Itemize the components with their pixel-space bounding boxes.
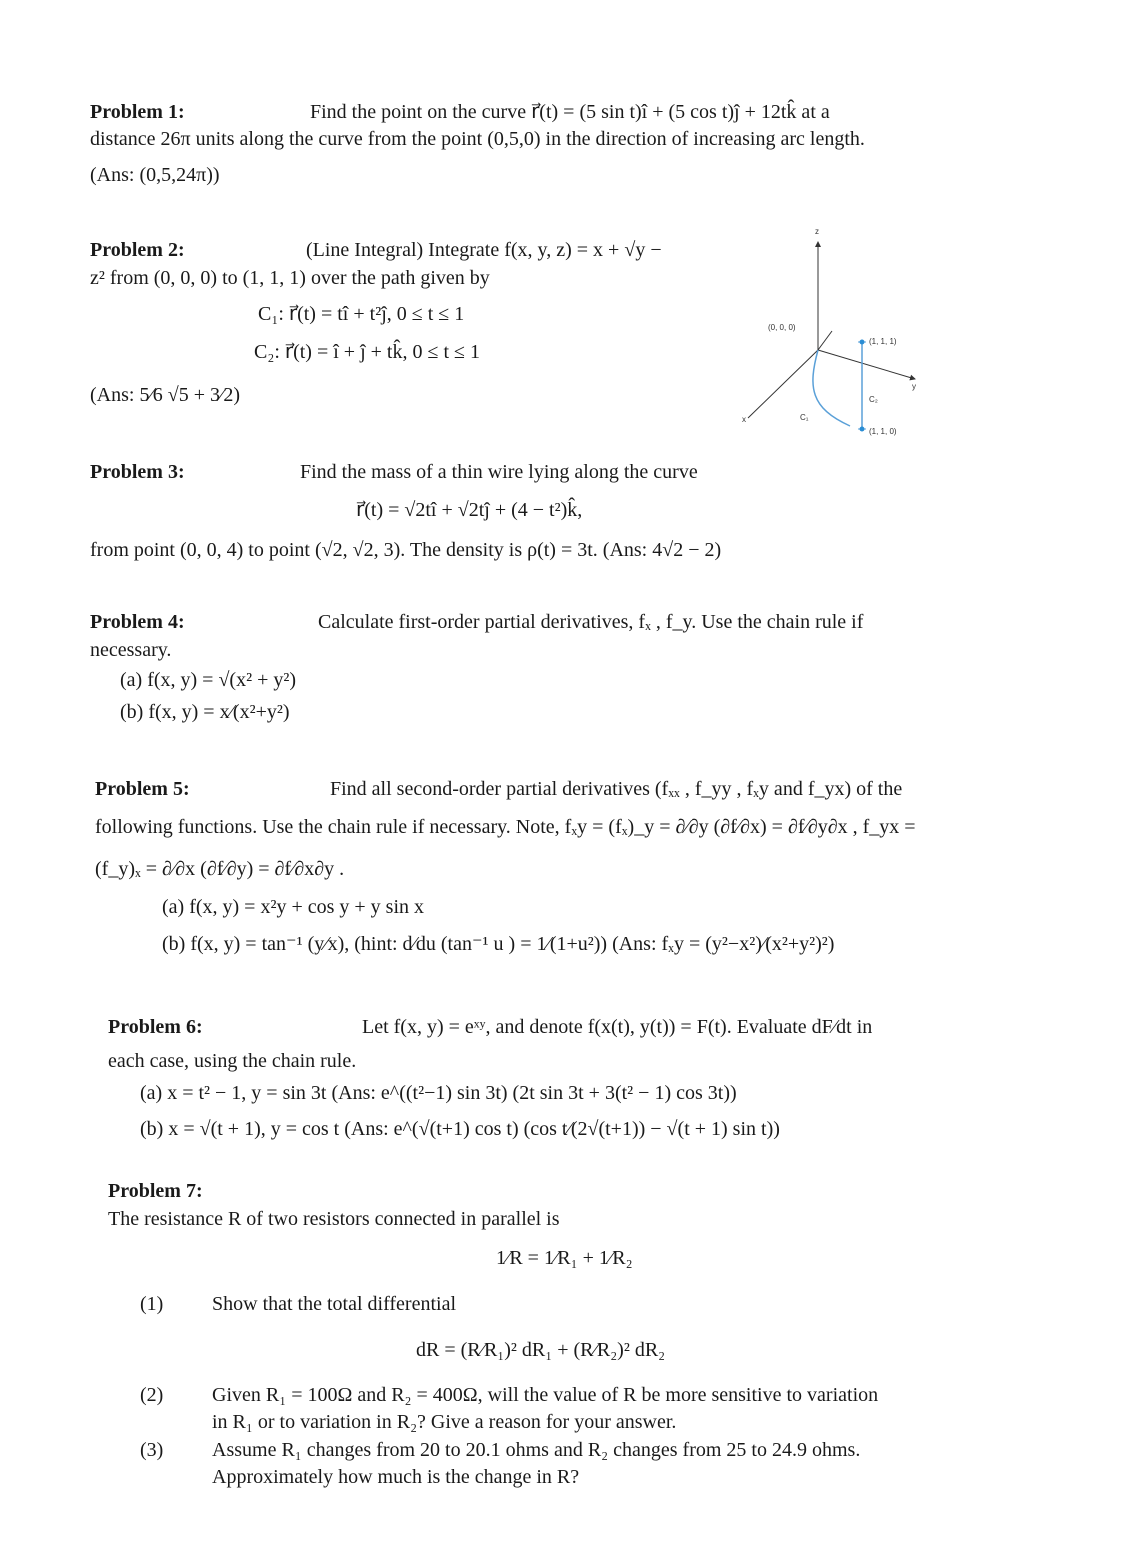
p3-statement-line1: Find the mass of a thin wire lying along the curve <box>300 461 698 483</box>
p7-item3-line1: Assume R₁ changes from 20 to 20.1 ohms and R₂ changes from 25 to 24.9 ohms. <box>212 1439 861 1461</box>
path-diagram <box>730 222 960 444</box>
p7-differential-equation: dR = (R⁄R₁)² dR₁ + (R⁄R₂)² dR₂ <box>416 1339 666 1361</box>
p7-item3-number: (3) <box>140 1439 164 1461</box>
point-111-label: (1, 1, 1) <box>869 337 897 346</box>
p7-item2-line2: in R₁ or to variation in R₂? Give a reason for your answer. <box>212 1411 677 1433</box>
x-axis <box>748 350 818 418</box>
p7-item3-line2: Approximately how much is the change in R? <box>212 1466 580 1488</box>
p2-path-c1: C₁: r⃗(t) = tî + t²ĵ, 0 ≤ t ≤ 1 <box>258 303 465 325</box>
p5-part-a: (a) f(x, y) = x²y + cos y + y sin x <box>162 896 425 918</box>
p6-part-b: (b) x = √(t + 1), y = cos t (Ans: e^(√(t+1) cos t) (cos t⁄(2√(t+1)) − √(t + 1) sin t)) <box>140 1118 780 1140</box>
p5-statement-line1: Find all second-order partial derivatives (fₓₓ , f_yy , fₓy and f_yx) of the <box>330 778 903 800</box>
x-axis-label: x <box>742 415 746 424</box>
p3-curve-equation: r⃗(t) = √2tî + √2tĵ + (4 − t²)k̂, <box>356 499 583 521</box>
p6-part-a: (a) x = t² − 1, y = sin 3t (Ans: e^((t²−1) sin 3t) (2t sin 3t + 3(t² − 1) cos 3t)) <box>140 1082 737 1104</box>
p2-statement-line1: (Line Integral) Integrate f(x, y, z) = x + √y − <box>306 239 662 261</box>
point-110-label: (1, 1, 0) <box>869 427 897 436</box>
p3-heading: Problem 3: <box>90 461 185 483</box>
origin-pointer <box>818 331 832 350</box>
c1-label: C₁ <box>800 413 809 422</box>
p7-item2-line1: Given R₁ = 100Ω and R₂ = 400Ω, will the value of R be more sensitive to variation <box>212 1384 879 1406</box>
y-axis <box>818 350 915 379</box>
p5-statement-line2: following functions. Use the chain rule if necessary. Note, fₓy = (fₓ)_y = ∂⁄∂y (∂f⁄∂x) = ∂f⁄∂y∂x , f_yx = <box>95 816 916 838</box>
p3-statement-line2: from point (0, 0, 4) to point (√2, √2, 3). The density is ρ(t) = 3t. (Ans: 4√2 − 2) <box>90 539 722 561</box>
p2-path-c2: C₂: r⃗(t) = î + ĵ + tk̂, 0 ≤ t ≤ 1 <box>254 341 480 363</box>
p2-answer: (Ans: 5⁄6 √5 + 3⁄2) <box>90 384 241 406</box>
p4-statement-line1: Calculate first-order partial derivatives, fₓ , f_y. Use the chain rule if <box>318 611 864 633</box>
p7-item1-number: (1) <box>140 1293 164 1315</box>
p5-statement-line3: (f_y)ₓ = ∂⁄∂x (∂f⁄∂y) = ∂f⁄∂x∂y . <box>95 858 345 880</box>
p6-heading: Problem 6: <box>108 1016 203 1038</box>
p7-statement-line1: The resistance R of two resistors connected in parallel is <box>108 1208 560 1230</box>
p6-statement-line1: Let f(x, y) = eˣʸ, and denote f(x(t), y(t)) = F(t). Evaluate dF⁄dt in <box>362 1016 873 1038</box>
p4-heading: Problem 4: <box>90 611 185 633</box>
p2-heading: Problem 2: <box>90 239 185 261</box>
c2-label: C₂ <box>869 395 878 404</box>
p7-item1-text: Show that the total differential <box>212 1293 457 1315</box>
p1-statement-line2: distance 26π units along the curve from the point (0,5,0) in the direction of increasing arc length. <box>90 128 865 150</box>
curve-c1 <box>813 350 850 426</box>
z-axis-label: z <box>815 227 819 236</box>
p4-part-b: (b) f(x, y) = x⁄(x²+y²) <box>120 701 290 723</box>
p6-statement-line2: each case, using the chain rule. <box>108 1050 357 1072</box>
p2-statement-line2: z² from (0, 0, 0) to (1, 1, 1) over the path given by <box>90 267 490 289</box>
point-110 <box>860 427 865 432</box>
p7-heading: Problem 7: <box>108 1180 203 1202</box>
p4-statement-line2: necessary. <box>90 639 172 661</box>
p1-statement-line1: Find the point on the curve r⃗(t) = (5 sin t)î + (5 cos t)ĵ + 12tk̂ at a <box>310 101 830 123</box>
p5-part-b: (b) f(x, y) = tan⁻¹ (y⁄x), (hint: d⁄du (tan⁻¹ u ) = 1⁄(1+u²)) (Ans: fₓy = (y²−x²)⁄(x²+y²)²) <box>162 933 835 955</box>
p7-parallel-equation: 1⁄R = 1⁄R₁ + 1⁄R₂ <box>496 1247 633 1269</box>
p4-part-a: (a) f(x, y) = √(x² + y²) <box>120 669 297 691</box>
p1-answer: (Ans: (0,5,24π)) <box>90 164 220 186</box>
origin-label: (0, 0, 0) <box>768 323 796 332</box>
p5-heading: Problem 5: <box>95 778 190 800</box>
point-111 <box>860 340 865 345</box>
p7-item2-number: (2) <box>140 1384 164 1406</box>
p1-heading: Problem 1: <box>90 101 185 123</box>
y-axis-label: y <box>912 382 916 391</box>
